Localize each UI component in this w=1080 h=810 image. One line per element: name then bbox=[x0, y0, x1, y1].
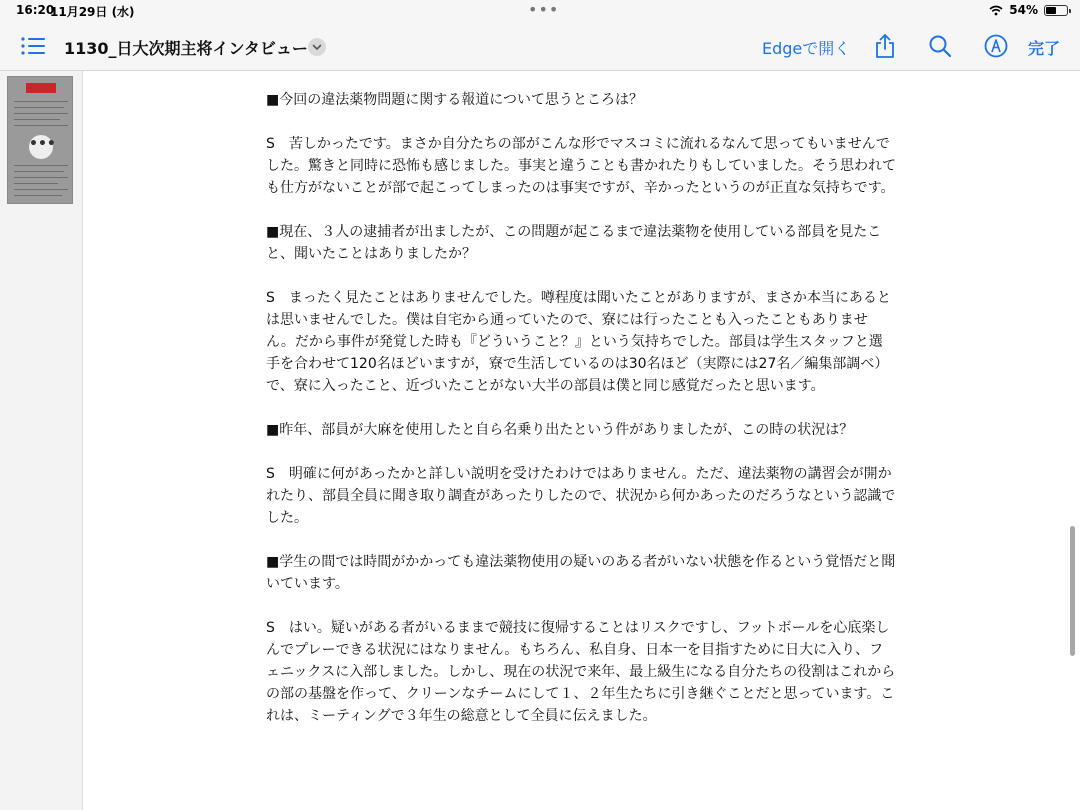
paragraph: ■学生の間では時間がかかっても違法薬物使用の疑いのある者がいない状態を作るという覚悟だと聞いています。 bbox=[266, 554, 896, 592]
thumbnail-more-button[interactable]: ••• bbox=[29, 135, 53, 159]
status-date: 11月29日 (水) bbox=[50, 5, 135, 19]
chevron-down-icon bbox=[308, 38, 326, 56]
share-icon[interactable] bbox=[871, 32, 899, 60]
multitasking-dots[interactable]: ••• bbox=[528, 0, 560, 19]
document-content bbox=[266, 89, 896, 749]
scrollbar[interactable] bbox=[1070, 526, 1075, 656]
battery-percent: 54% bbox=[1009, 3, 1038, 17]
wifi-icon bbox=[989, 5, 1003, 16]
paragraph: S 苦しかったです。まさか自分たちの部がこんな形でマスコミに流れるなんて思ってもいませんでした。驚きと同時に恐怖も感じました。事実と違うことも書かれたりもしていました。そう思われても仕方がないことが部で起こってしまったのは事実ですが、辛かったというのが正直な気持ちです。 bbox=[266, 136, 896, 196]
document-toolbar bbox=[0, 22, 1080, 71]
list-icon[interactable] bbox=[20, 36, 46, 56]
page-thumbnail-sidebar bbox=[0, 71, 83, 810]
open-in-edge-button[interactable]: Edgeで開く bbox=[762, 39, 851, 58]
battery-icon bbox=[1044, 5, 1068, 16]
paragraph: S まったく見たことはありませんでした。噂程度は聞いたことがありますが、まさか本当にあるとは思いませんでした。僕は自宅から通っていたので、寮には行ったことも入ったこともありません。だから事件が発覚した時も『どういうこと？』という気持ちでした。部員は学生スタッフと選手を合わせて120名ほどいますが，寮で生活しているのは30名ほど（実際には27名／編集部調べ）で、寮に入ったこと、近づいたことがない大半の部員は僕と同じ感覚だったと思います。 bbox=[266, 290, 891, 394]
page-thumbnail[interactable] bbox=[7, 76, 73, 204]
status-time: 16:20 bbox=[16, 3, 55, 17]
thumbnail-header-graphic bbox=[26, 83, 56, 93]
paragraph: ■昨年、部員が大麻を使用したと自ら名乗り出たという件がありましたが、この時の状況は？ bbox=[266, 422, 854, 438]
status-indicators bbox=[989, 3, 1068, 17]
search-icon[interactable] bbox=[926, 32, 954, 60]
title-menu-button[interactable] bbox=[308, 38, 326, 56]
done-button[interactable]: 完了 bbox=[1028, 39, 1061, 58]
paragraph: ■現在、３人の逮捕者が出ましたが、この問題が起こるまで違法薬物を使用している部員を見たこと、聞いたことはありましたか？ bbox=[266, 224, 882, 262]
document-view[interactable] bbox=[83, 71, 1080, 810]
paragraph: ■今回の違法薬物問題に関する報道について思うところは？ bbox=[266, 92, 643, 108]
status-bar bbox=[0, 0, 1080, 22]
markup-icon[interactable] bbox=[982, 32, 1010, 60]
paragraph: S はい。疑いがある者がいるままで競技に復帰することはリスクですし、フットボールを心底楽しんでプレーできる状況にはなりません。もちろん、私自身、日本一を目指すために日大に入り、フェニックスに入部しました。しかし、現在の状況で来年、最上級生になる自分たちの役割はこれからの部の基盤を作って、クリーンなチームにして１、２年生たちに引き継ぐことだと思っています。これは、ミーティングで３年生の総意として全員に伝えました。 bbox=[266, 620, 896, 724]
battery-fill bbox=[1046, 7, 1056, 14]
paragraph: S 明確に何があったかと詳しい説明を受けたわけではありません。ただ、違法薬物の講習会が開かれたり、部員全員に聞き取り調査があったりしたので、状況から何かあったのだろうなという認識でした。 bbox=[266, 466, 896, 526]
document-title: 1130_日大次期主将インタビュー bbox=[64, 39, 308, 58]
